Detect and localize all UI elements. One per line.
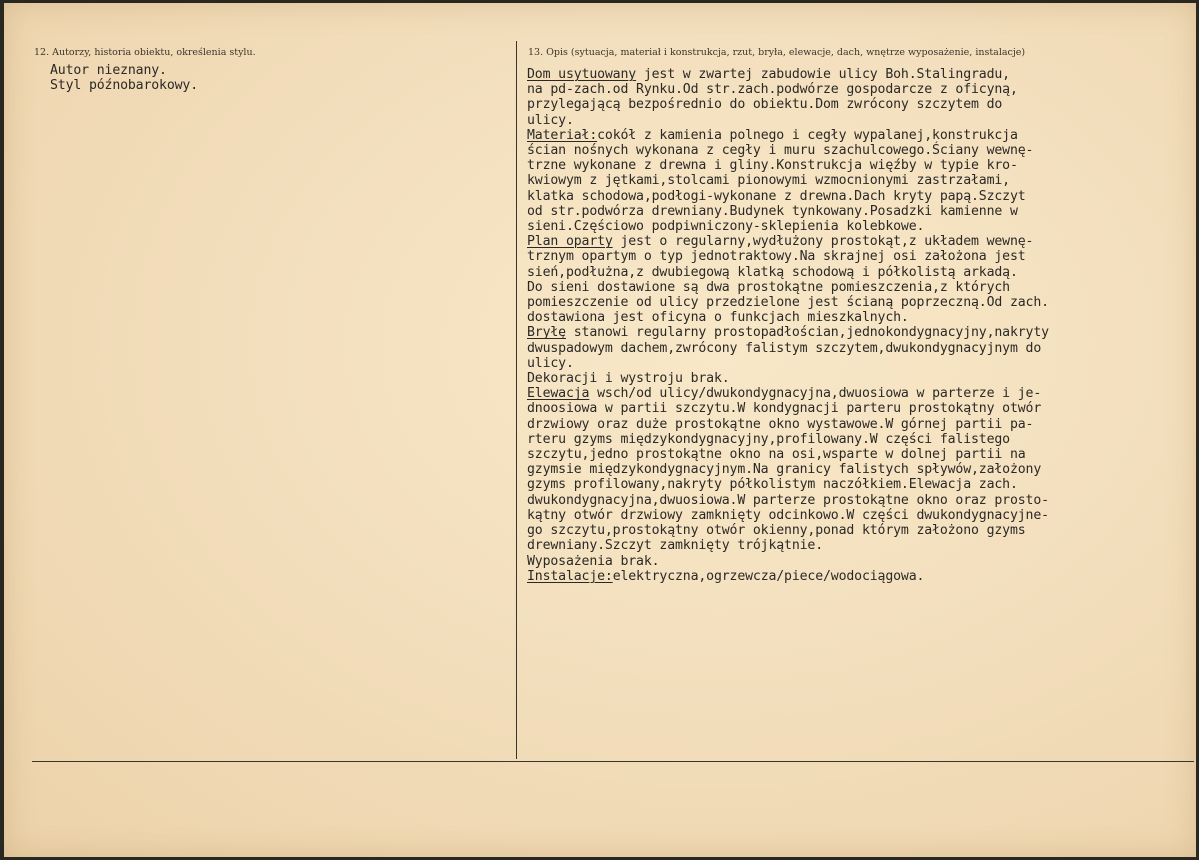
section-13-line — [527, 82, 1049, 97]
line-text: na pd-zach.od Rynku.Od str.zach.podwórze gospodarcze z oficyną, — [527, 82, 1018, 98]
line-text: jest o regularny,wydłużony prostokąt,z układem wewnę- — [612, 234, 1034, 250]
section-13-line — [527, 325, 1049, 340]
section-13-line — [527, 477, 1049, 492]
section-12-body — [50, 63, 198, 93]
bottom-rule — [32, 761, 1194, 762]
section-13-line — [527, 493, 1049, 508]
section-13-line — [527, 447, 1049, 462]
section-13-line — [527, 234, 1049, 249]
line-text: gzymsie międzykondygnacyjnym.Na granicy falistych spływów,założony — [527, 462, 1042, 478]
section-13-line — [527, 97, 1049, 112]
line-text: Wyposażenia brak. — [527, 553, 660, 569]
section-13-line — [527, 523, 1049, 538]
line-text: stanowi regularny prostopadłościan,jednokondygnacyjny,nakryty — [565, 325, 1049, 341]
section-13-line — [527, 249, 1049, 264]
underlined-term: Instalacje: — [527, 568, 613, 584]
section-13-line — [527, 280, 1049, 295]
line-text: ścian nośnych wykonana z cegły i muru szachulcowego.Ściany wewnę- — [527, 143, 1034, 159]
section-13-line — [527, 569, 1049, 584]
section-12-heading: 12. Autorzy, historia obiektu, określenia stylu. — [34, 47, 256, 58]
section-13-line — [527, 189, 1049, 204]
line-text: dnoosiowa w partii szczytu.W kondygnacji parteru prostokątny otwór — [527, 401, 1042, 417]
document-card — [4, 3, 1196, 857]
section-13-line — [527, 113, 1049, 128]
section-13-line — [527, 432, 1049, 447]
section-13-line — [527, 508, 1049, 523]
section-13-line — [527, 554, 1049, 569]
line-text: trzne wykonane z drewna i gliny.Konstrukcja więźby w typie kro- — [527, 158, 1018, 174]
section-13-line — [527, 417, 1049, 432]
section-13-line — [527, 219, 1049, 234]
underlined-term: Plan oparty — [527, 234, 613, 250]
section-13-line — [527, 204, 1049, 219]
section-12-line: Autor nieznany. — [50, 63, 167, 78]
line-text: ulicy. — [527, 112, 574, 128]
line-text: drewniany.Szczyt zamknięty trójkątnie. — [527, 538, 824, 554]
section-13-body — [527, 67, 1049, 584]
underlined-term: Elewacja — [527, 386, 590, 402]
underlined-term: Bryłę — [527, 325, 566, 341]
line-text: trznym opartym o typ jednotraktowy.Na skrajnej osi założona jest — [527, 249, 1026, 265]
section-13-line — [527, 67, 1049, 82]
section-13-line — [527, 386, 1049, 401]
line-text: dwuspadowym dachem,zwrócony falistym szczytem,dwukondygnacyjnym do — [527, 340, 1042, 356]
line-text: wsch/od ulicy/dwukondygnacyjna,dwuosiowa w parterze i je- — [589, 386, 1042, 402]
line-text: gzyms profilowany,nakryty półkolistym naczółkiem.Elewacja zach. — [527, 477, 1018, 493]
underlined-term: Materiał: — [527, 127, 598, 143]
line-text: od str.podwórza drewniany.Budynek tynkowany.Posadzki kamienne w — [527, 203, 1018, 219]
line-text: drzwiowy oraz duże prostokątne okno wystawowe.W górnej partii pa- — [527, 416, 1034, 432]
line-text: sieni.Częściowo podpiwniczony-sklepienia kolebkowe. — [527, 219, 925, 235]
section-13-line — [527, 371, 1049, 386]
line-text: ulicy. — [527, 355, 574, 371]
section-13-line — [527, 356, 1049, 371]
section-13-line — [527, 341, 1049, 356]
line-text: dostawiona jest oficyna o funkcjach mieszkalnych. — [527, 310, 909, 326]
line-text: jest w zwartej zabudowie ulicy Boh.Stalingradu, — [636, 67, 1010, 82]
line-text: przylegającą bezpośrednio do obiektu.Dom zwrócony szczytem do — [527, 97, 1003, 113]
section-13-line — [527, 310, 1049, 325]
column-divider — [516, 41, 517, 759]
line-text: pomieszczenie od ulicy przedzielone jest ścianą poprzeczną.Od zach. — [527, 295, 1049, 311]
line-text: go szczytu,prostokątny otwór okienny,ponad którym założono gzyms — [527, 523, 1026, 539]
section-13-line — [527, 295, 1049, 310]
section-12-line: Styl późnobarokowy. — [50, 78, 199, 94]
section-13-line — [527, 462, 1049, 477]
section-13-line — [527, 265, 1049, 280]
line-text: Do sieni dostawione są dwa prostokątne pomieszczenia,z których — [527, 279, 1010, 295]
section-13-line — [527, 538, 1049, 553]
line-text: klatka schodowa,podłogi-wykonane z drewna.Dach kryty papą.Szczyt — [527, 188, 1026, 204]
section-13-line — [527, 128, 1049, 143]
section-13-line — [527, 143, 1049, 158]
section-13-line — [527, 158, 1049, 173]
section-13-line — [527, 173, 1049, 188]
line-text: kątny otwór drzwiowy zamknięty odcinkowo.W części dwukondygnacyjne- — [527, 507, 1049, 523]
line-text: szczytu,jedno prostokątne okno na osi,wsparte w dolnej partii na — [527, 447, 1026, 463]
line-text: kwiowym z jętkami,stolcami pionowymi wzmocnionymi zastrzałami, — [527, 173, 1010, 189]
line-text: Dekoracji i wystroju brak. — [527, 371, 730, 387]
underlined-term: Dom usytuowany — [527, 67, 637, 82]
line-text: sień,podłużna,z dwubiegową klatką schodową i półkolistą arkadą. — [527, 264, 1018, 280]
line-text: elektryczna,ogrzewcza/piece/wodociągowa. — [612, 568, 925, 584]
line-text: rteru gzyms międzykondygnacyjny,profilowany.W części falistego — [527, 431, 1010, 447]
line-text: cokół z kamienia polnego i cegły wypalanej,konstrukcja — [597, 127, 1018, 143]
line-text: dwukondygnacyjna,dwuosiowa.W parterze prostokątne okno oraz prosto- — [527, 492, 1049, 508]
section-13-heading: 13. Opis (sytuacja, materiał i konstrukcja, rzut, bryła, elewacje, dach, wnętrze wyposażenie, instalacje) — [528, 47, 1026, 58]
section-13-line — [527, 401, 1049, 416]
